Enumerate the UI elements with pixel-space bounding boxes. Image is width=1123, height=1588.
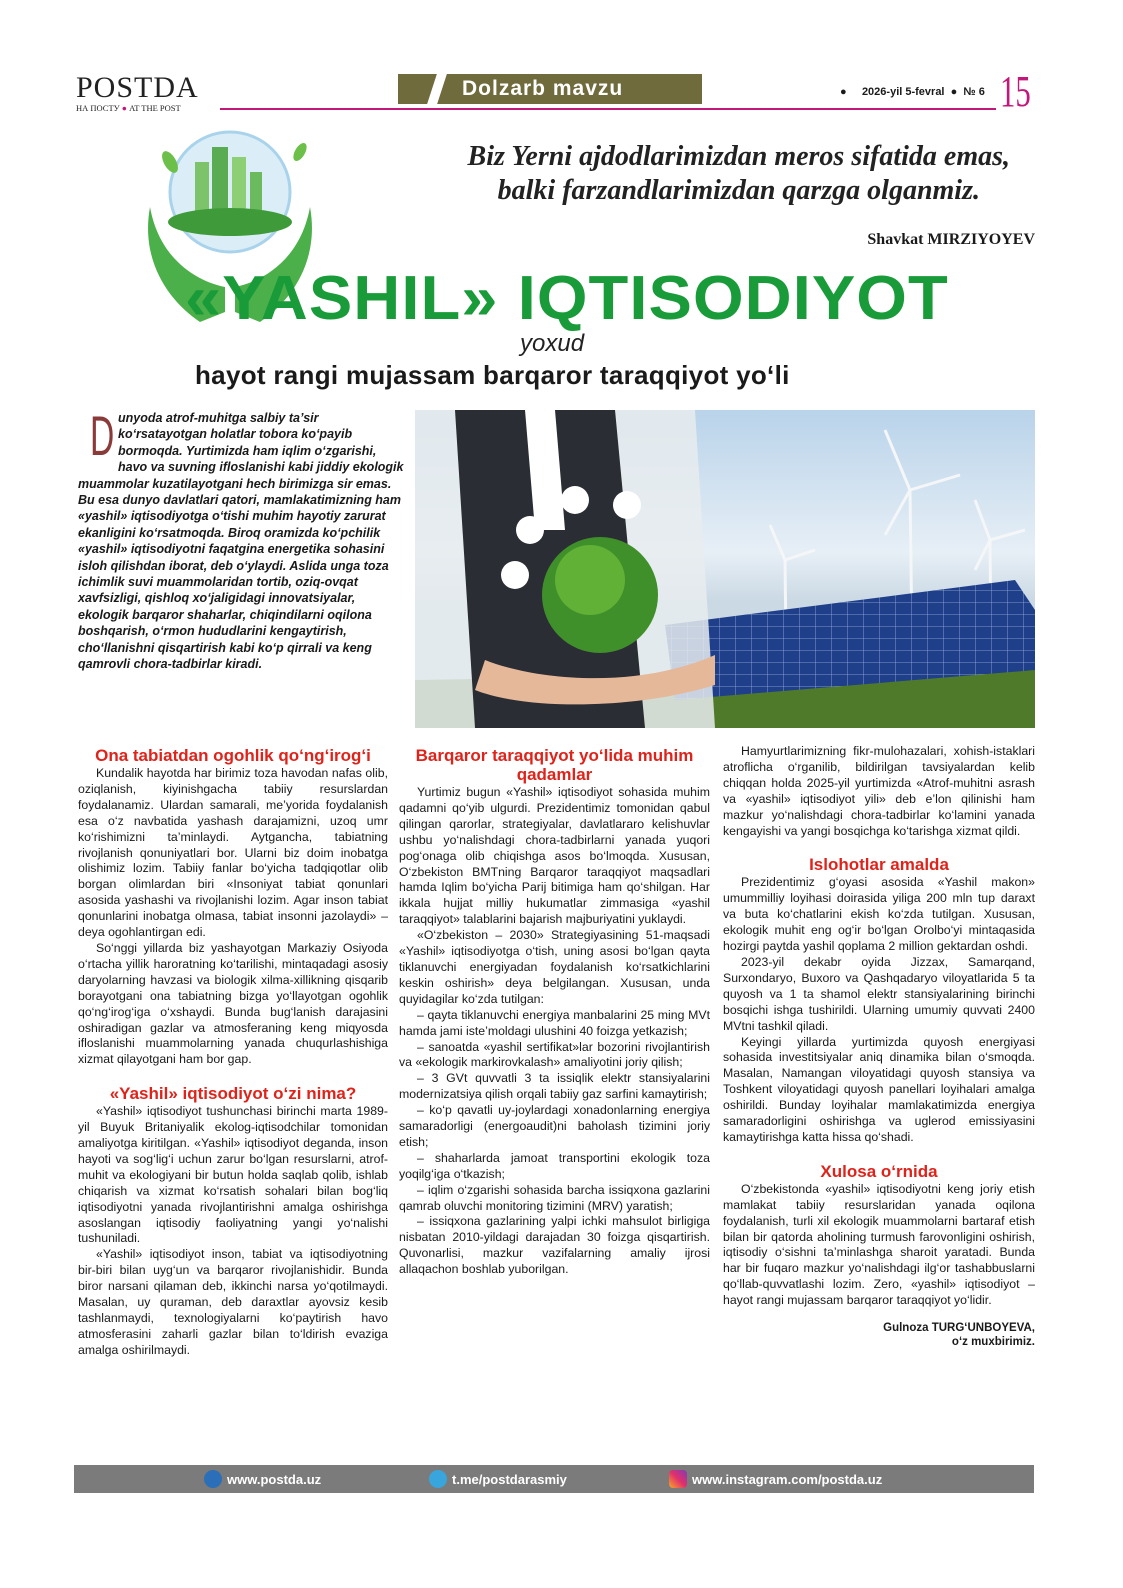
article-column-3 <box>723 744 1035 1349</box>
paragraph: «O‘zbekiston – 2030» Strategiyasining 51-maqsadi «Yashil» iqtisodiyotga o‘tish, uning asosi bo‘lgan qayta tiklanuvchi energiyadan foydalanish ko‘rsatkichlarini keskin oshirish» deya belgilangan. Xususan, unda quyidagilar ko‘zda tutilgan: <box>399 928 710 1006</box>
paragraph: Kundalik hayotda har birimiz toza havodan nafas olib, oziqlanish, kiyinishgacha tabiiy resurslardan foydalanamiz. Ulardan samarali, me’yorida foydalanish esa o‘z navbatida yashash darajamizni, uzoq umr ko‘rishimizni ta’minlaydi. Aytgancha, tabiatning rivojlanish qonuniyatlari bor. Ularni biz doim inobatga olishimiz lozim. Tabiiy fanlar bo‘yicha tadqiqotlar olib borgan olimlardan biri «Insoniyat tabiat qonunlari asosida yashashi va rivojlanishi lozim. Agar inson tabiat qonunlarini inobatga olmasa, tabiat insonni jazolaydi» – deya ogohlantirgan edi. <box>78 766 388 940</box>
epigraph-line-2: balki farzandlarimizdan qarzga olganmiz. <box>497 175 980 206</box>
section-heading: Islohotlar amalda <box>809 855 949 875</box>
header-rule <box>220 108 996 110</box>
drop-cap: D <box>90 404 115 467</box>
title-connector: yoxud <box>520 330 585 357</box>
epigraph-line-1: Biz Yerni ajdodlarimizdan meros sifatida emas, <box>467 141 1010 172</box>
list-item: – iqlim o‘zgarishi sohasida barcha issiqxona gazlarini qamrab oluvchi monitoring tizimini (MRV) yaratish; <box>399 1182 710 1213</box>
masthead-sub-ru: НА ПОСТУ <box>76 103 120 113</box>
paragraph: «Yashil» iqtisodiyot tushunchasi birinchi marta 1989-yil Buyuk Britaniyalik ekolog-iqtisodchilar tomonidan amaliyotga kiritilgan. «Yashil» iqtisodiyot deganda, inson hayoti va sog‘lig‘i uchun zarur bo‘lgan resurslarni, atrof-muhit va ekologiyani bir butun holda saqlab qolib, ishlab chiqarish va xizmat ko‘rsatish sohalari bilan bog‘liq iqtisodiyotni yanada rivojlantirishni amalga oshirishga asoslangan iqtisodiy faoliyatning yangi yo‘nalishi tushuniladi. <box>78 1104 388 1246</box>
list-item: – sanoatda «yashil sertifikat»lar bozorini rivojlantirish va «ekologik markirovkalash» amaliyotini joriy qilish; <box>399 1039 710 1070</box>
article-lead <box>78 404 408 673</box>
author-signature <box>723 1321 1035 1349</box>
masthead-logo: POSTDA <box>76 71 199 104</box>
paragraph: «Yashil» iqtisodiyot inson, tabiat va iqtisodiyotning bir-biri bilan uyg‘un va barqaror rivojlanishidir. Bunda biror narsani qilaman deb, ikkinchi narsa yo‘qotilmaydi. Masalan, uy quraman, deb daraxtlar ayovsiz kesib tashlanmaydi, texnologiyalarni ko‘paytirish havo atmosferasini zaharli gazlar bilan to‘ldirish evaziga amalga oshirilmaydi. <box>78 1247 388 1357</box>
website-link[interactable] <box>204 1470 321 1488</box>
rubric-label <box>398 74 702 104</box>
telegram-text: t.me/postdarasmiy <box>452 1471 567 1487</box>
list-item: – ko‘p qavatli uy-joylardagi xonadonlarning energiya samaradorligi (energoaudit)ni baholash tizimini joriy etish; <box>399 1103 710 1149</box>
author-role: o‘z muxbirimiz. <box>951 1336 1035 1349</box>
section-heading: Ona tabiatdan ogohlik qo‘ng‘irog‘i <box>95 746 371 765</box>
instagram-link[interactable] <box>669 1470 882 1488</box>
list-item: – qayta tiklanuvchi energiya manbalarini 25 ming MVt hamda jami iste’moldagi ulushini 40 foizga yetkazish; <box>399 1007 710 1038</box>
paragraph: So‘nggi yillarda biz yashayotgan Markaziy Osiyoda o‘rtacha yillik haroratning ko‘tarilishi, mintaqadagi asosiy daryolarning havzasi va biologik xilma-xillikning qisqarib borayotgani ona tabiatning bizga yo‘llayotgan ogohlik qo‘ng‘irog‘iga o‘xshaydi. Bunda bug‘lanish darajasini oshiradigan gazlar va atmosferaning keng miqyosda ifloslanishi muammolarning yanada chuqurlashishiga xizmat qilayotgani ham bor gap. <box>78 940 388 1067</box>
article-subtitle: hayot rangi mujassam barqaror taraqqiyot yo‘li <box>195 360 790 390</box>
section-heading: Barqaror taraqqiyot yo‘lida muhim qadamlar <box>415 746 694 784</box>
paragraph: O‘zbekistonda «yashil» iqtisodiyotni keng joriy etish mamlakat tabiiy resurslaridan yanada oqilona foydalanish, turli xil ekologik muammolarni bartaraf etish bilan bir qatorda aholining turmush farovonligini oshirish, iqtisodiy o‘sishni ta’minlashga sharoit yaratadi. Bunda har bir fuqaro mazkur yo‘nalishdagi ilg‘or tashabbuslarni qo‘llab-quvvatlashi lozim. Zero, «yashil» iqtisodiyot – hayot rangi mujassam barqaror taraqqiyot yo‘lidir. <box>723 1181 1035 1308</box>
list-item: – issiqxona gazlarining yalpi ichki mahsulot birligiga nisbatan 2010-yildagi darajadan 30 foizga qisqartirish. Quvonarlisi, mazkur vazifalarning amaliy ijrosi allaqachon boshlab yuborilgan. <box>399 1214 710 1277</box>
article-title: «YASHIL» IQTISODIYOT <box>185 264 949 333</box>
issue-number: № 6 <box>963 86 985 98</box>
rubric-text: Dolzarb mavzu <box>462 77 624 100</box>
solar-wind-scene <box>415 410 1035 728</box>
epigraph-quote <box>330 140 1010 208</box>
green-energy-photo <box>415 410 1035 728</box>
article-column-1 <box>78 744 388 1359</box>
paragraph: Keyingi yillarda yurtimizda quyosh energiyasi sohasida investitsiyalar aniq dinamika bilan o‘smoqda. Masalan, Namangan viloyatidagi quyosh stansiya va Toshkent viloyatidagi quyosh panellari loyihalari amalga oshirildi. Bunday loyihalar mamlakatimizda energiya samaradorligini oshirishga va uglerod emissiyasini kamaytirishga katta hissa qo‘shadi. <box>723 1034 1035 1144</box>
article-column-2 <box>399 744 710 1278</box>
instagram-icon <box>669 1470 687 1488</box>
list-item: – shaharlarda jamoat transportini ekologik toza yoqilg‘iga o‘tkazish; <box>399 1150 710 1181</box>
instagram-text: www.instagram.com/postda.uz <box>692 1471 883 1487</box>
page-number: 15 <box>1000 67 1031 116</box>
lead-text: unyoda atrof-muhitga salbiy ta’sir ko‘rsatayotgan holatlar tobora ko‘payib bormoqda. Yurtimizda ham iqlim o‘zgarishi, havo va suvning ifloslanishi kabi jiddiy ekologik muammolar kuzatilayotgani hech birimizga sir emas. Bu esa dunyo davlatlari qatori, mamlakatimizning ham «yashil» iqtisodiyotga o‘tishi muhim hayotiy zarurat ekanligini ko‘rsatmoqda. Biroq oramizda ko‘pchilik «yashil» iqtisodiyotni faqatgina energetika sohasini isloh qilishdan iborat, deb o‘ylaydi. Aslida unga toza ichimlik suvi muammolaridan tortib, oziq-ovqat xavfsizligi, qishloq xo‘jaligidagi innovatsiyalar, ekologik barqaror shaharlar, chiqindilarni oqilona boshqarish, o‘rmon hududlarini kengaytirish, cho‘llanishni qisqartirish kabi ko‘p qirrali va keng qamrovli chora-tadbirlar kiradi. <box>78 411 404 672</box>
paragraph: Prezidentimiz g‘oyasi asosida «Yashil makon» umummilliy loyihasi doirasida yiliga 200 mln tup daraxt va buta ko‘chatlarini ekish ko‘zda tutilgan. Xususan, ekologik muhit eng og‘ir bo‘lgan Orolbo‘yi mintaqasida hozirgi paytda yashil qoplama 2 million gektardan oshdi. <box>723 875 1035 954</box>
globe-icon <box>204 1470 222 1488</box>
paragraph: 2023-yil dekabr oyida Jizzax, Samarqand, Surxondaryo, Buxoro va Qashqadaryo viloyatlarida 5 ta quyosh va 1 ta shamol elektr stansiyalarining birinchi bosqichi ishga tushirildi. Ularning umumiy quvvati 2400 MVtni tashkil qiladi. <box>723 954 1035 1033</box>
paragraph: Yurtimiz bugun «Yashil» iqtisodiyot sohasida muhim qadamni qo‘yib ulgurdi. Prezidentimiz tomonidan qabul qilingan qarorlar, strategiyalar, davlatlararo kelishuvlar ushbu yo‘nalishdagi chora-tadbirlarni yanada yuqori pog‘onaga olib chiqishga asos bo‘lmoqda. Xususan, O‘zbekiston BMTning Barqaror taraqqiyot maqsadlari hamda Iqlim bo‘yicha Parij bitimiga ham qo‘shilgan. Har ikkala hujjat milliy hukumatlar zimmasiga «yashil taraqqiyot» talablarini bajarish majburiyatini yuklaydi. <box>399 785 710 927</box>
author-name: Gulnoza TURG‘UNBOYEVA, <box>883 1322 1035 1335</box>
masthead-sub-en: AT THE POST <box>129 103 181 113</box>
list-item: – 3 GVt quvvatli 3 ta issiqlik elektr stansiyalarini modernizatsiya qilish orqali tabiiy gaz sarfini kamaytirish; <box>399 1071 710 1102</box>
issue-date: 2026-yil 5-fevral <box>861 86 945 98</box>
masthead-subtitle: НА ПОСТУ ● AT THE POST <box>76 103 181 113</box>
footer-bar <box>74 1465 1034 1493</box>
epigraph-author: Shavkat MIRZIYOYEV <box>867 231 1035 248</box>
website-text: www.postda.uz <box>227 1471 322 1487</box>
section-heading: Xulosa o‘rnida <box>820 1161 938 1181</box>
paragraph: Hamyurtlarimizning fikr-mulohazalari, xohish-istaklari atroflicha o‘rganilib, bildirilgan tavsiyalardan kelib chiqqan holda 2025-yil yurtimizda «Atrof-muhitni asrash va «yashil» iqtisodiyot yili» deb e’lon qilinishi ham mazkur yo‘nalishdagi chora-tadbirlar ko‘lamini yanada kengayishi va yangi bosqichga ko‘tarishga xizmat qildi. <box>723 744 1035 838</box>
telegram-icon <box>429 1470 447 1488</box>
section-heading: «Yashil» iqtisodiyot o‘zi nima? <box>109 1084 357 1104</box>
issue-info: ● 2026-yil 5-fevral ● № 6 <box>840 86 985 98</box>
telegram-link[interactable] <box>429 1470 567 1488</box>
